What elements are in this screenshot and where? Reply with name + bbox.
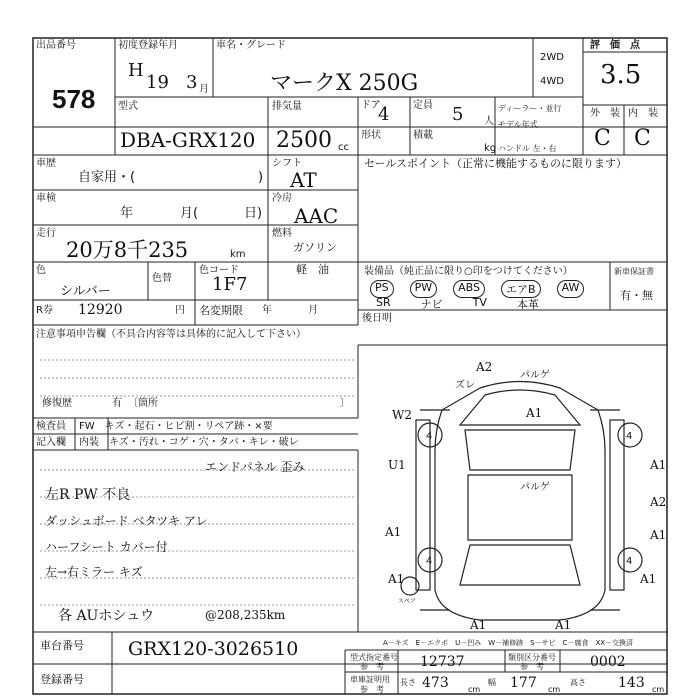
equip-pw[interactable]: PW: [410, 280, 438, 298]
diag-label-1: A2: [476, 360, 493, 374]
cap-value: 5: [452, 104, 464, 125]
load-label: 積載: [413, 130, 433, 141]
equip-navi[interactable]: ナビ: [420, 298, 443, 311]
width-label: 幅: [488, 678, 496, 687]
model-year-label: モデル年式: [498, 120, 538, 129]
load-unit: kg: [484, 143, 497, 154]
name-change-label: 名変期限: [199, 304, 243, 317]
diag-label-10: A1: [650, 528, 667, 542]
recycle-label: R券: [36, 305, 53, 316]
notes-label: 注意事項申告欄（不具合内容等は具体的に記入して下さい）: [36, 329, 306, 340]
type-label: 型式: [118, 101, 138, 112]
color-change-label: 色替: [152, 273, 172, 284]
length-unit: cm: [468, 685, 481, 694]
car-diagram: [401, 382, 642, 621]
lot-no-label: 出品番号: [36, 40, 76, 51]
month: 3: [186, 72, 198, 93]
fuel-label: 燃料: [272, 228, 292, 239]
equip-airbag[interactable]: エアB: [501, 280, 541, 298]
grade: 3.5: [600, 60, 642, 90]
handle-label: ハンドル 左・右: [498, 144, 557, 153]
model-label: 車名・グレード: [216, 40, 286, 51]
mileage-unit: km: [230, 249, 246, 260]
cert-ref: 参 考: [360, 685, 384, 694]
type-desig-label: 型式指定番号: [350, 653, 398, 662]
chassis-number: GRX120-3026510: [128, 638, 299, 660]
doors-label: ドア: [361, 100, 381, 111]
diag-label-4: A1: [526, 406, 543, 420]
diag-label-14: A1: [470, 618, 487, 632]
note-line-3: ダッシュボード ベタツキ アレ: [45, 514, 208, 528]
equip-abs[interactable]: ABS: [453, 280, 485, 298]
cap-label: 定員: [413, 100, 433, 111]
type-value: DBA-GRX120: [120, 128, 256, 152]
ac-value: AAC: [294, 204, 339, 228]
note-line-2: 左R PW 不良: [45, 487, 131, 503]
shaken-m: 月(: [180, 206, 199, 221]
damage-legend: A－キズ E－エクボ U－凹み W－補修跡 S－サビ C－腐食 XX－交換済: [383, 639, 634, 647]
cap-unit: 人: [484, 116, 494, 127]
color-value: シルバー: [60, 284, 111, 299]
shaken-y: 年: [120, 206, 134, 221]
class-ref: 参 考: [520, 662, 544, 671]
width-unit: cm: [548, 685, 561, 694]
equipment-row-2: [376, 296, 539, 312]
history-label: 車歴: [36, 158, 56, 169]
spare-label: スペア: [398, 598, 417, 605]
equip-sr[interactable]: SR: [376, 296, 391, 309]
length-value: 473: [422, 675, 449, 691]
svg-text:4: 4: [426, 556, 433, 567]
height-label: 高さ: [570, 678, 586, 687]
model-hw: マークX 250G: [270, 71, 419, 96]
cc-label: 排気量: [272, 101, 302, 112]
repair-place: 〔箇所: [128, 398, 158, 409]
reg-number-label: 登録番号: [40, 673, 84, 686]
rear-seat-label: 後日明: [362, 313, 392, 324]
inspector-row-1: FW キズ・起石・ヒビ割・リペア跡・×要: [79, 421, 273, 432]
diag-label-3: ズレ: [455, 380, 475, 391]
mileage-label: 走行: [36, 228, 56, 239]
inspector-label-2: 記入欄: [36, 437, 66, 448]
svg-text:4: 4: [626, 556, 633, 567]
color-code: 1F7: [212, 274, 248, 295]
name-change-y: 年: [262, 305, 272, 316]
type-desig-value: 12737: [420, 654, 465, 670]
color-label: 色: [36, 265, 46, 276]
sales-point-label: セールスポイント（正常に機能するものに限ります）: [364, 157, 628, 170]
year: 19: [146, 72, 169, 93]
note-line-5: 左→右ミラー キズ: [45, 565, 143, 579]
inspector-row-2: 内装 キズ・汚れ・コゲ・穴・タバ・キレ・破レ: [79, 437, 299, 448]
note-line-4: ハーフシート カバー付: [45, 540, 168, 554]
class-label: 類別区分番号: [508, 653, 556, 662]
month-unit: 月: [199, 84, 209, 95]
equip-leather[interactable]: 本革: [516, 298, 539, 311]
wheel-labels: [426, 431, 632, 567]
fuel-diesel: 軽 油: [296, 263, 329, 276]
svg-text:4: 4: [626, 431, 633, 442]
diag-label-9: パルゲ: [520, 482, 550, 493]
repair-label: 修復歴: [42, 398, 72, 409]
diag-label-15: A1: [555, 618, 572, 632]
history-close: ): [258, 170, 264, 185]
int-grade: C: [634, 126, 651, 151]
dealer-label: ディーラー・並行: [498, 104, 562, 113]
repair-close: 〕: [340, 398, 350, 409]
grade-label: 評 価 点: [590, 40, 640, 51]
ext-label: 外 装: [590, 108, 620, 119]
shift-label: シフト: [272, 158, 302, 169]
inspector-label-1: 検査員: [36, 421, 66, 432]
length-label: 長さ: [400, 678, 416, 687]
ac-label: 冷房: [272, 193, 292, 204]
shaken-label: 車検: [36, 193, 56, 204]
diag-label-13: A1: [388, 572, 405, 586]
svg-text:4: 4: [426, 431, 433, 442]
diag-label-2: パルゲ: [520, 370, 550, 381]
class-value: 0002: [590, 654, 626, 670]
shape-label: 形状: [361, 130, 381, 141]
warranty-label: 新車保証書: [614, 267, 654, 276]
warranty-value: 有・無: [620, 289, 653, 302]
note-line-7: @208,235km: [205, 608, 286, 622]
diag-label-12: A1: [640, 572, 657, 586]
equip-aw[interactable]: AW: [557, 280, 585, 298]
diag-label-7: A1: [650, 458, 667, 472]
width-value: 177: [510, 675, 537, 691]
repair-value: 有: [112, 398, 122, 409]
note-line-1: エンドパネル 歪み: [205, 460, 305, 474]
equipment-label: 装備品（純正品に限り○印をつけてください）: [364, 266, 573, 277]
diag-label-5: W2: [392, 408, 412, 422]
chassis-label: 車台番号: [40, 639, 84, 652]
cert-label: 車庫証明用: [350, 675, 390, 684]
lot-no: 578: [52, 84, 96, 114]
int-label: 内 装: [628, 108, 658, 119]
wd-4: 4WD: [540, 76, 564, 87]
mileage-value: 20万8千235: [66, 238, 189, 262]
history-value: 自家用・(: [78, 170, 136, 185]
diag-label-6: U1: [388, 458, 406, 472]
era: H: [128, 60, 144, 81]
recycle-unit: 円: [175, 305, 185, 316]
diag-label-8: A2: [650, 495, 667, 509]
height-value: 143: [618, 675, 645, 691]
note-line-6: 各 AUホシュウ: [58, 608, 155, 624]
doors-value: 4: [378, 104, 390, 125]
equip-ps[interactable]: PS: [370, 280, 394, 298]
first-reg-label: 初度登録年月: [118, 40, 178, 51]
ext-grade: C: [594, 126, 611, 151]
name-change-m: 月: [308, 305, 318, 316]
wd-2: 2WD: [540, 52, 564, 63]
cc-unit: cc: [338, 142, 349, 153]
recycle-value: 12920: [78, 302, 123, 318]
shaken-d: 日): [244, 206, 263, 221]
diag-label-11: A1: [385, 525, 402, 539]
shift-value: AT: [290, 168, 317, 192]
equip-tv[interactable]: TV: [472, 296, 487, 309]
height-unit: cm: [652, 685, 665, 694]
fuel-gasoline: ガソリン: [293, 241, 337, 254]
type-desig-ref: 参 考: [360, 662, 384, 671]
color-code-label: 色コード: [199, 265, 239, 276]
cc-value: 2500: [276, 128, 332, 153]
